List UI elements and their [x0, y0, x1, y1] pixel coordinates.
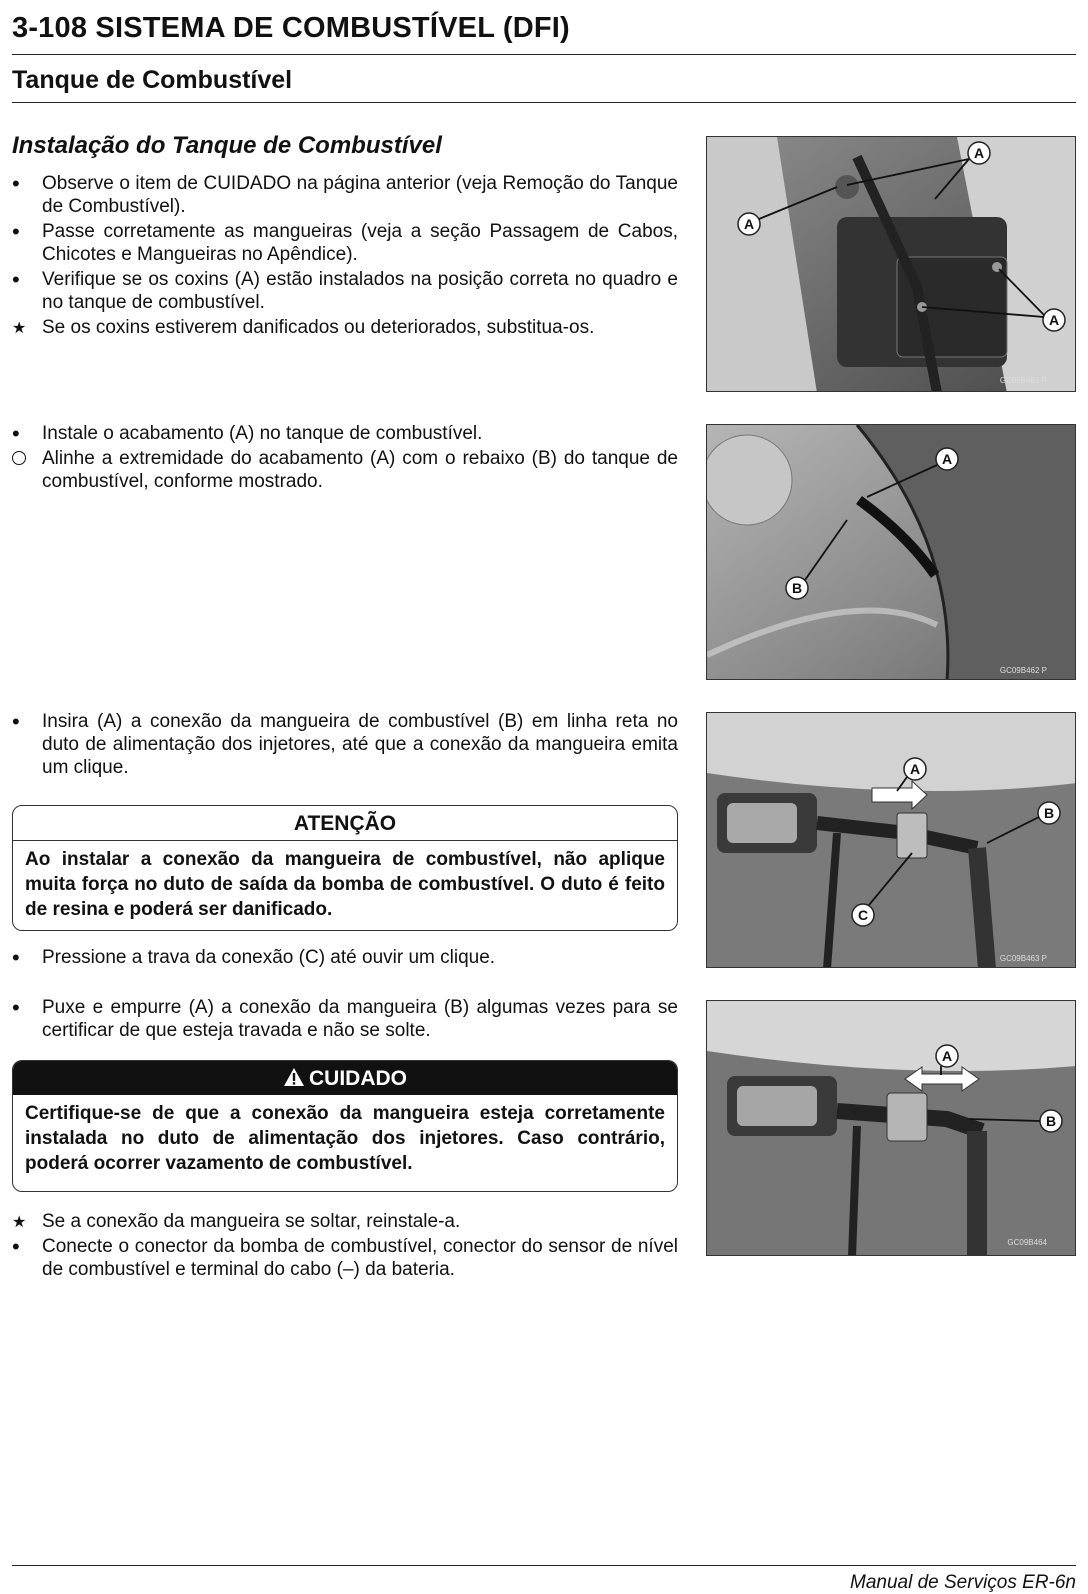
- step-list: [12, 946, 678, 971]
- star-icon: [12, 1210, 34, 1234]
- callout-label: B: [1045, 1113, 1057, 1129]
- bullet-icon: [12, 996, 34, 1021]
- bullet-icon: [12, 946, 34, 971]
- attention-box: [12, 805, 678, 931]
- figure-code: GC09B463 P: [999, 954, 1047, 963]
- header-rule: [12, 54, 1076, 55]
- procedure-title: Instalação do Tanque de Combustível: [12, 132, 442, 159]
- caution-header: [13, 1061, 677, 1095]
- list-item: Alinhe a extremidade do acabamento (A) com o rebaixo (B) do tanque de combustível, conforme mostrado.: [12, 447, 678, 493]
- step-list: [12, 172, 678, 341]
- list-item: • Puxe e empurre (A) a conexão da mangueira (B) algumas vezes para se certificar de que esteja travada e não se solte.: [12, 996, 678, 1042]
- list-item: • Pressione a trava da conexão (C) até ouvir um clique.: [12, 946, 678, 969]
- caution-box: [12, 1060, 678, 1192]
- list-item: • Verifique se os coxins (A) estão instalados na posição correta no quadro e no tanque de combustível.: [12, 268, 678, 314]
- callout-label: A: [973, 145, 985, 161]
- footer-manual-title: Manual de Serviços ER-6n: [850, 1572, 1076, 1593]
- section-rule: [12, 102, 1076, 103]
- footer-rule: [12, 1565, 1076, 1566]
- bullet-icon: [12, 1235, 34, 1260]
- bullet-icon: [12, 268, 34, 293]
- figure-fuel-tank-dampers: [706, 136, 1076, 392]
- warning-triangle-icon: [283, 1067, 305, 1087]
- attention-title: ATENÇÃO: [13, 806, 677, 841]
- attention-text: Ao instalar a conexão da mangueira de combustível, não aplique muita força no duto de saída da bomba de combustível. O duto é feito de resina e poderá ser danificado.: [25, 849, 665, 920]
- page-header-title: 3-108 SISTEMA DE COMBUSTÍVEL (DFI): [12, 12, 570, 44]
- figure-code: GC09B464: [1007, 1238, 1047, 1247]
- callout-label: A: [941, 1048, 953, 1064]
- callout-label: A: [909, 761, 921, 777]
- list-item: • Observe o item de CUIDADO na página anterior (veja Remoção do Tanque de Combustível).: [12, 172, 678, 218]
- list-item: • Instale o acabamento (A) no tanque de combustível.: [12, 422, 678, 445]
- section-title: Tanque de Combustível: [12, 66, 293, 94]
- bullet-icon: [12, 710, 34, 735]
- caution-title: CUIDADO: [309, 1067, 407, 1090]
- figure-code: GC09B462 P: [999, 666, 1047, 675]
- star-icon: [12, 316, 34, 340]
- figure-hose-connection-insert: [706, 712, 1076, 968]
- caution-text: Certifique-se de que a conexão da mangueira esteja corretamente instalada no duto de alimentação dos injetores. Caso contrário, poderá ocorrer vazamento de combustível.: [25, 1103, 665, 1174]
- figure-code: GC09B461 P: [999, 376, 1047, 385]
- callout-label: A: [743, 216, 755, 232]
- list-item: ★ Se os coxins estiverem danificados ou deteriorados, substitua-os.: [12, 316, 678, 339]
- callout-label: C: [857, 907, 869, 923]
- list-item: ★ Se a conexão da mangueira se soltar, reinstale-a.: [12, 1210, 678, 1233]
- bullet-icon: [12, 220, 34, 245]
- circle-icon: [12, 451, 26, 465]
- callout-label: B: [1043, 805, 1055, 821]
- bullet-icon: [12, 422, 34, 447]
- step-list: [12, 1210, 678, 1283]
- list-item: • Insira (A) a conexão da mangueira de combustível (B) em linha reta no duto de alimentação dos injetores, até que a conexão da mangueira emita um clique.: [12, 710, 678, 779]
- callout-label: A: [941, 451, 953, 467]
- list-item: • Passe corretamente as mangueiras (veja a seção Passagem de Cabos, Chicotes e Mangueiras no Apêndice).: [12, 220, 678, 266]
- step-list: [12, 422, 678, 495]
- bullet-icon: [12, 172, 34, 197]
- figure-hose-connection-check: [706, 1000, 1076, 1256]
- list-item: • Conecte o conector da bomba de combustível, conector do sensor de nível de combustível e terminal do cabo (–) da bateria.: [12, 1235, 678, 1281]
- callout-label: B: [791, 580, 803, 596]
- callout-label: A: [1048, 312, 1060, 328]
- step-list: [12, 996, 678, 1044]
- step-list: [12, 710, 678, 781]
- figure-trim-alignment: [706, 424, 1076, 680]
